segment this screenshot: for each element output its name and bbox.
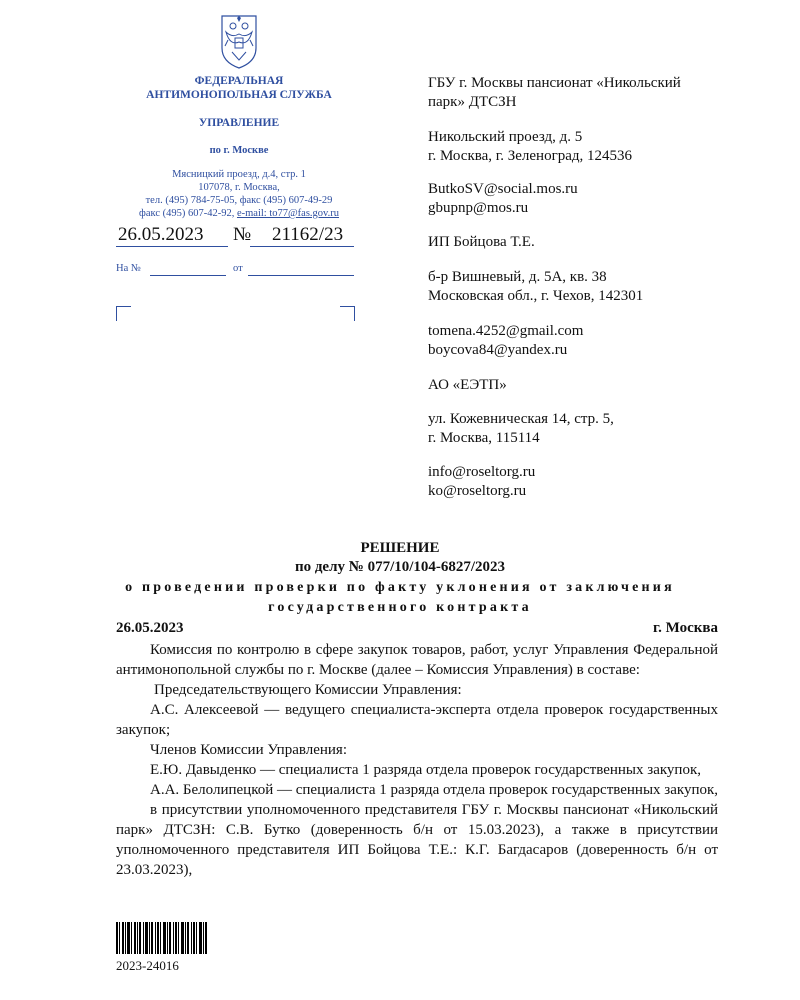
fax-text: факс (495) 607-42-92, bbox=[139, 208, 235, 219]
org-name-line2: АНТИМОНОПОЛЬНАЯ СЛУЖБА bbox=[146, 89, 332, 101]
recipient-email: gbupnp@mos.ru bbox=[428, 200, 529, 216]
body-paragraph: Комиссия по контролю в сфере закупок товаров, работ, услуг Управления Федеральной антимонопольной службы по г. Москве (далее – Комиссия Управления) в составе: bbox=[116, 642, 718, 678]
recipient-line: АО «ЕЭТП» bbox=[428, 377, 507, 393]
decision-date: 26.05.2023 bbox=[116, 620, 184, 636]
recipient-line: ИП Бойцова Т.Е. bbox=[428, 234, 535, 250]
recipient-line: г. Москва, 115114 bbox=[428, 430, 540, 446]
body-paragraph: Членов Комиссии Управления: bbox=[150, 742, 347, 758]
recipient-email: boycova84@yandex.ru bbox=[428, 342, 568, 358]
recipient-line: парк» ДТСЗН bbox=[428, 94, 517, 110]
fax-email-line bbox=[94, 207, 384, 220]
recipient-line: б-р Вишневый, д. 5А, кв. 38 bbox=[428, 269, 607, 285]
body-paragraph: А.А. Белолипецкой — специалиста 1 разряда отдела проверок государственных закупок, bbox=[150, 782, 719, 798]
outgoing-date-row bbox=[118, 224, 204, 246]
corner-mark-right bbox=[340, 306, 355, 321]
body-paragraph: А.С. Алексеевой — ведущего специалиста-эксперта отдела проверок государственных закупок; bbox=[116, 702, 718, 738]
recipient-line: Московская обл., г. Чехов, 142301 bbox=[428, 288, 644, 304]
case-number: по делу № 077/10/104-6827/2023 bbox=[294, 559, 506, 575]
phone-line: тел. (495) 784-75-05, факс (495) 607-49-29 bbox=[145, 195, 333, 206]
address-line2: 107078, г. Москва, bbox=[198, 182, 280, 193]
subject-line1: о проведении проверки по факту уклонения от заключения bbox=[125, 580, 675, 595]
body-paragraph: в присутствии уполномоченного представителя ГБУ г. Москвы пансионат «Никольский парк» ДТСЗН: С.В. Бутко (доверенность б/н от 15.03.2023), а также в присутствии уполномоченного представителя ИП Бойцова Т.Е.: К.Г. Багдасаров (доверенность б/н от 23.03.2023), bbox=[116, 802, 718, 878]
barcode-icon bbox=[116, 922, 208, 954]
body-paragraph: Е.Ю. Давыденко — специалиста 1 разряда отдела проверок государственных закупок, bbox=[150, 762, 701, 778]
subject-line2: государственного контракта bbox=[268, 600, 532, 615]
recipient-email: info@roseltorg.ru bbox=[428, 464, 536, 480]
recipient-line: ул. Кожевническая 14, стр. 5, bbox=[428, 411, 614, 427]
decision-city: г. Москва bbox=[653, 620, 718, 636]
recipient-line: Никольский проезд, д. 5 bbox=[428, 129, 583, 145]
org-name-line1: ФЕДЕРАЛЬНАЯ bbox=[194, 75, 284, 87]
ref-prefix: На № bbox=[116, 263, 141, 274]
corner-mark-left bbox=[116, 306, 131, 321]
recipient-email: ko@roseltorg.ru bbox=[428, 483, 527, 499]
outgoing-date: 26.05.2023 bbox=[118, 224, 204, 245]
recipient-line: г. Москва, г. Зеленоград, 124536 bbox=[428, 148, 633, 164]
dept-line1: УПРАВЛЕНИЕ bbox=[198, 117, 280, 129]
dept-line2: по г. Москве bbox=[209, 145, 269, 156]
ref-from-label: от bbox=[233, 263, 243, 274]
outgoing-number: 21162/23 bbox=[272, 224, 344, 245]
body-text bbox=[116, 640, 718, 880]
coat-of-arms-icon bbox=[216, 12, 262, 70]
recipient-email: tomena.4252@gmail.com bbox=[428, 323, 584, 339]
reference-row bbox=[116, 263, 141, 274]
recipient-email: ButkoSV@social.mos.ru bbox=[428, 181, 578, 197]
decision-title: РЕШЕНИЕ bbox=[360, 540, 440, 556]
body-paragraph: Председательствующего Комиссии Управления: bbox=[154, 682, 462, 698]
recipient-line: ГБУ г. Москвы пансионат «Никольский bbox=[428, 75, 681, 91]
barcode-number: 2023-24016 bbox=[116, 958, 179, 973]
address-line1: Мясницкий проезд, д.4, стр. 1 bbox=[172, 169, 306, 180]
email-link[interactable]: e-mail: to77@fas.gov.ru bbox=[236, 208, 339, 219]
number-sign: № bbox=[233, 224, 252, 245]
